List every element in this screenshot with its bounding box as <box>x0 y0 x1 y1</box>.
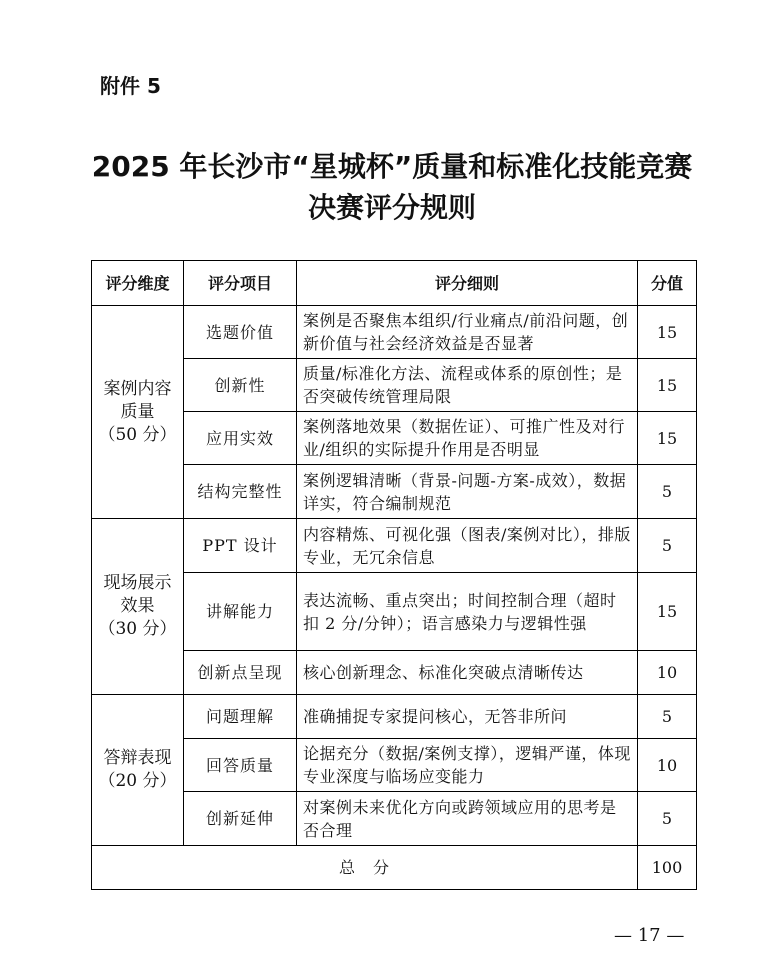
header-dimension: 评分维度 <box>92 261 184 306</box>
detail-cell: 论据充分（数据/案例支撑），逻辑严谨，体现专业深度与临场应变能力 <box>297 739 638 792</box>
item-cell: 结构完整性 <box>184 465 297 519</box>
document-title-line-1: 2025 年长沙市“星城杯”质量和标准化技能竞赛 <box>91 150 693 183</box>
detail-cell: 质量/标准化方法、流程或体系的原创性；是否突破传统管理局限 <box>297 359 638 412</box>
item-cell: 选题价值 <box>184 306 297 359</box>
score-cell: 5 <box>638 519 697 573</box>
score-cell: 10 <box>638 739 697 792</box>
detail-cell: 对案例未来优化方向或跨领域应用的思考是否合理 <box>297 792 638 846</box>
item-cell: 回答质量 <box>184 739 297 792</box>
document-title-line-2: 决赛评分规则 <box>307 191 476 224</box>
total-score: 100 <box>638 846 697 890</box>
item-cell: 应用实效 <box>184 412 297 465</box>
detail-cell: 核心创新理念、标准化突破点清晰传达 <box>297 651 638 695</box>
score-cell: 15 <box>638 412 697 465</box>
item-cell: 问题理解 <box>184 695 297 739</box>
score-cell: 5 <box>638 792 697 846</box>
score-cell: 15 <box>638 573 697 651</box>
score-cell: 10 <box>638 651 697 695</box>
total-row <box>92 846 697 890</box>
header-score: 分值 <box>638 261 697 306</box>
item-cell: 创新延伸 <box>184 792 297 846</box>
item-cell: 创新点呈现 <box>184 651 297 695</box>
table-header-row <box>92 261 697 306</box>
item-cell: PPT 设计 <box>184 519 297 573</box>
item-cell: 讲解能力 <box>184 573 297 651</box>
score-cell: 15 <box>638 306 697 359</box>
dimension-cell-content-quality: 案例内容 质量 （50 分） <box>92 306 184 519</box>
page-number: — 17 — <box>614 925 685 946</box>
score-cell: 5 <box>638 465 697 519</box>
dimension-cell-defense: 答辩表现 （20 分） <box>92 695 184 846</box>
score-cell: 15 <box>638 359 697 412</box>
dimension-cell-presentation: 现场展示 效果 （30 分） <box>92 519 184 695</box>
table-row <box>92 519 697 573</box>
detail-cell: 内容精炼、可视化强（图表/案例对比），排版专业，无冗余信息 <box>297 519 638 573</box>
detail-cell: 案例逻辑清晰（背景-问题-方案-成效），数据详实，符合编制规范 <box>297 465 638 519</box>
detail-cell: 准确捕捉专家提问核心，无答非所问 <box>297 695 638 739</box>
score-cell: 5 <box>638 695 697 739</box>
header-item: 评分项目 <box>184 261 297 306</box>
scoring-rules-table <box>91 260 697 890</box>
attachment-label: 附件 5 <box>100 74 161 98</box>
header-detail: 评分细则 <box>297 261 638 306</box>
detail-cell: 表达流畅、重点突出；时间控制合理（超时扣 2 分/分钟）；语言感染力与逻辑性强 <box>297 573 638 651</box>
table-row <box>92 695 697 739</box>
total-label: 总 分 <box>92 846 638 890</box>
item-cell: 创新性 <box>184 359 297 412</box>
detail-cell: 案例是否聚焦本组织/行业痛点/前沿问题，创新价值与社会经济效益是否显著 <box>297 306 638 359</box>
detail-cell: 案例落地效果（数据佐证）、可推广性及对行业/组织的实际提升作用是否明显 <box>297 412 638 465</box>
table-row <box>92 306 697 359</box>
